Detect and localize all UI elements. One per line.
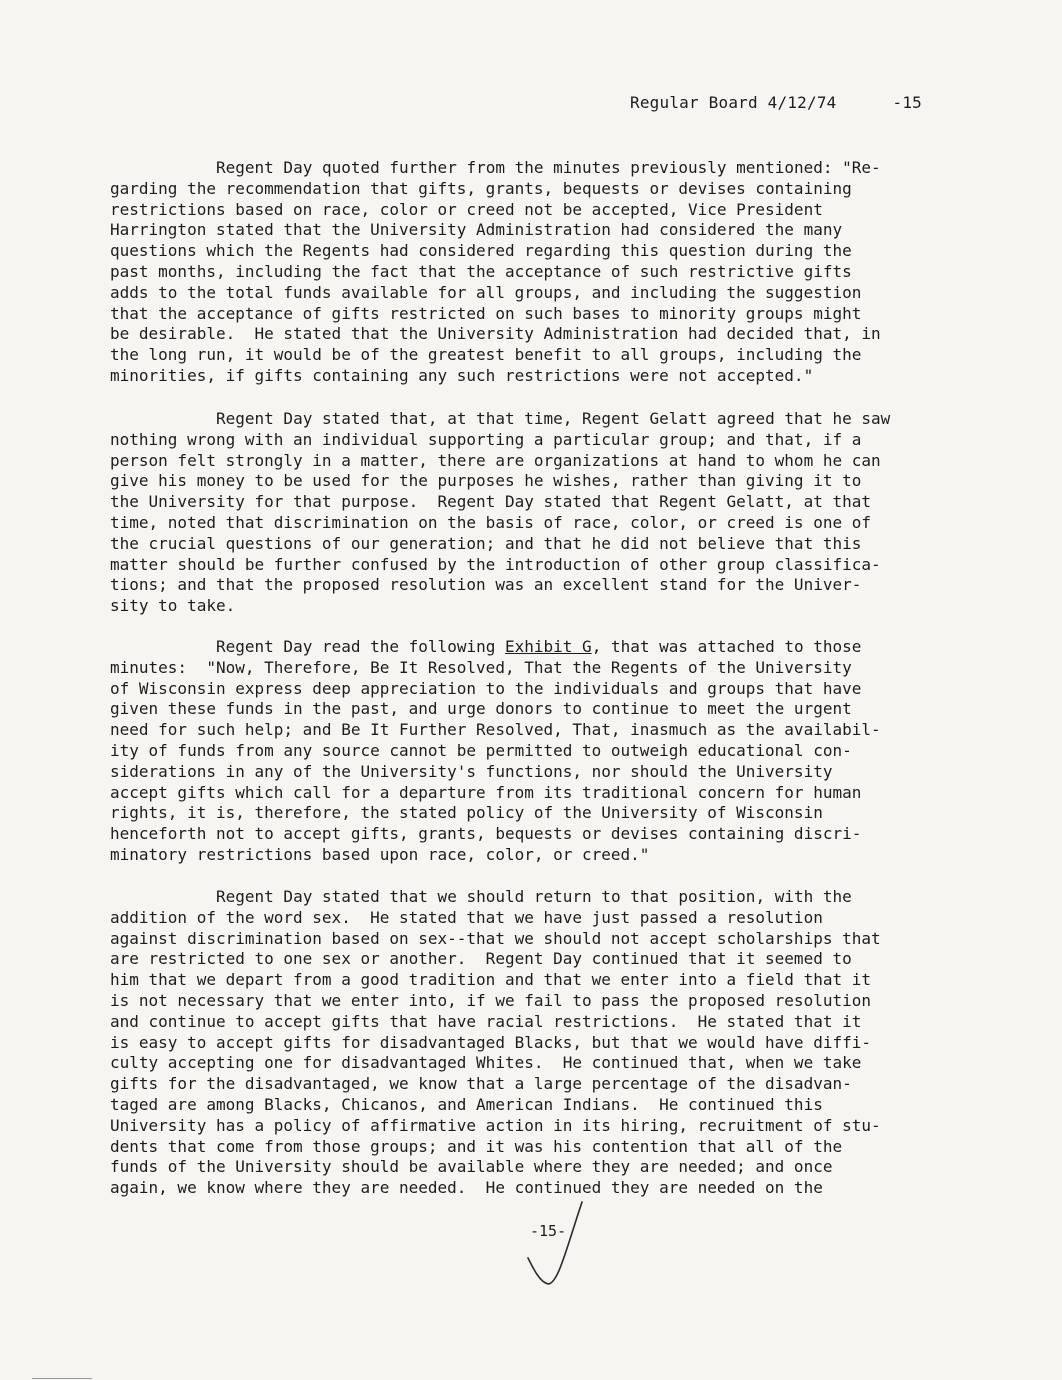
text-line: against discrimination based on sex--that we should not accept scholarships that (110, 928, 881, 948)
paragraph (110, 887, 950, 1199)
text-line: henceforth not to accept gifts, grants, bequests or devises containing discri- (110, 824, 862, 844)
text-line: restrictions based on race, color or creed not be accepted, Vice President (110, 199, 823, 219)
text-line: are restricted to one sex or another. Regent Day continued that it seemed to (110, 949, 852, 969)
text-line: and continue to accept gifts that have racial restrictions. He stated that it (110, 1011, 862, 1031)
text-line: siderations in any of the University's functions, nor should the University (110, 761, 833, 781)
text-line: time, noted that discrimination on the basis of race, color, or creed is one of (110, 512, 871, 532)
text-line: dents that come from those groups; and it was his contention that all of the (110, 1136, 843, 1156)
text-line: is easy to accept gifts for disadvantaged Blacks, but that we would have diffi- (110, 1032, 871, 1052)
text-line: rights, it is, therefore, the stated policy of the University of Wisconsin (110, 803, 823, 823)
exhibit-reference: Exhibit G (504, 637, 592, 656)
header-title: Regular Board 4/12/74 (630, 93, 837, 112)
text-line: addition of the word sex. He stated that we have just passed a resolution (110, 907, 823, 927)
text-line: Regent Day stated that we should return to that position, with the (216, 887, 852, 906)
text-line: culty accepting one for disadvantaged Whites. He continued that, when we take (110, 1053, 862, 1073)
text-line: taged are among Blacks, Chicanos, and American Indians. He continued this (110, 1094, 823, 1114)
text-line: nothing wrong with an individual supporting a particular group; and that, if a (110, 429, 862, 449)
text-line: sity to take. (110, 596, 236, 616)
paragraph (110, 637, 950, 866)
text-line: person felt strongly in a matter, there are organizations at hand to whom he can (110, 450, 881, 470)
paragraph (110, 158, 950, 387)
text-line: minorities, if gifts containing any such restrictions were not accepted." (110, 365, 814, 385)
text-line (110, 637, 950, 658)
handwritten-check-mark-icon (520, 1200, 590, 1290)
text-line: past months, including the fact that the acceptance of such restrictive gifts (110, 261, 852, 281)
text-line: again, we know where they are needed. He continued they are needed on the (110, 1178, 823, 1198)
text-line: tions; and that the proposed resolution was an excellent stand for the Univer- (110, 575, 862, 595)
text-line: him that we depart from a good tradition and that we enter into a field that it (110, 970, 871, 990)
text-line: questions which the Regents had considered regarding this question during the (110, 241, 852, 261)
paragraph (110, 409, 950, 617)
text-line: accept gifts which call for a departure from its traditional concern for human (110, 782, 862, 802)
text-line: need for such help; and Be It Further Resolved, That, inasmuch as the availabil- (110, 720, 881, 740)
page-header (630, 93, 922, 112)
text-line: matter should be further confused by the introduction of other group classifica- (110, 554, 881, 574)
text-line: is not necessary that we enter into, if we fail to pass the proposed resolution (110, 990, 871, 1010)
text-line: be desirable. He stated that the University Administration had decided that, in (110, 324, 881, 344)
text-line: University has a policy of affirmative action in its hiring, recruitment of stu- (110, 1115, 881, 1135)
text-line: garding the recommendation that gifts, grants, bequests or devises containing (110, 178, 852, 198)
text-line: given these funds in the past, and urge donors to continue to meet the urgent (110, 699, 852, 719)
text-line: Regent Day stated that, at that time, Regent Gelatt agreed that he saw (216, 409, 891, 428)
text-line: minatory restrictions based upon race, color, or creed." (110, 844, 650, 864)
text-line: the long run, it would be of the greatest benefit to all groups, including the (110, 345, 862, 365)
text-fragment: Regent Day read the following (216, 637, 505, 656)
text-line: adds to the total funds available for all groups, and including the suggestion (110, 282, 862, 302)
text-line: ity of funds from any source cannot be permitted to outweigh educational con- (110, 740, 852, 760)
text-line: the University for that purpose. Regent Day stated that Regent Gelatt, at that (110, 492, 871, 512)
text-line: Harrington stated that the University Administration had considered the many (110, 220, 843, 240)
text-line: that the acceptance of gifts restricted on such bases to minority groups might (110, 303, 862, 323)
text-line: of Wisconsin express deep appreciation to the individuals and groups that have (110, 678, 862, 698)
text-line: minutes: "Now, Therefore, Be It Resolved, That the Regents of the University (110, 657, 852, 677)
text-line: the crucial questions of our generation; and that he did not believe that this (110, 533, 862, 553)
text-line: gifts for the disadvantaged, we know that a large percentage of the disadvan- (110, 1074, 852, 1094)
footer-page-number: -15- (530, 1222, 567, 1240)
text-line: Regent Day quoted further from the minutes previously mentioned: "Re- (216, 158, 881, 177)
scan-edge-mark (32, 1378, 92, 1379)
text-line: give his money to be used for the purposes he wishes, rather than giving it to (110, 471, 862, 491)
text-line: funds of the University should be available where they are needed; and once (110, 1157, 833, 1177)
header-page-number: -15 (892, 93, 922, 112)
text-fragment: , that was attached to those (591, 637, 862, 656)
